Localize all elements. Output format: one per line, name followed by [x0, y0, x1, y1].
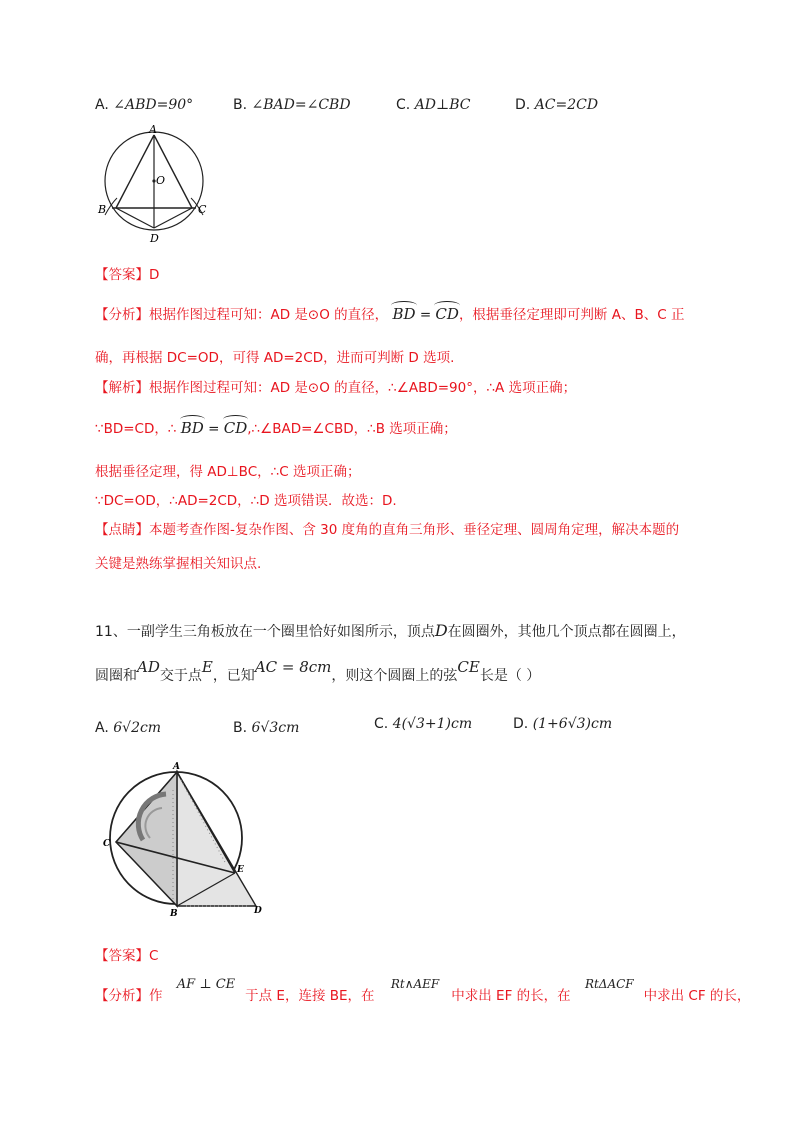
q10-solution-line2: ∵BD=CD，∴ BD = CD,∴∠BAD=∠CBD，∴B 选项正确； — [95, 419, 457, 437]
arc-cd: CD — [435, 305, 459, 323]
q10-label-c: C — [198, 203, 207, 216]
q11-label-c: C — [103, 839, 111, 849]
q10-analysis-line1: 【分析】根据作图过程可知：AD 是⊙O 的直径， BD = CD，根据垂径定理即可判断 A、B、C 正 — [95, 305, 685, 323]
q11-analysis-line1: 【分析】作 AF ⊥ CE于点 E，连接 BE，在 Rt∧AEF中求出 EF 的长，在 RtΔACF中求出 CF 的长， — [95, 977, 751, 1004]
q10-comment-line2: 关键是熟练掌握相关知识点. — [95, 556, 262, 572]
q11-label-d: D — [254, 906, 262, 916]
q10-option-d: D. AC=2CD — [515, 97, 599, 113]
q11-option-b: B. 6√3cm — [233, 720, 300, 736]
q10-comment-line1: 【点睛】本题考查作图-复杂作图、含 30 度角的直角三角形、垂径定理、圆周角定理，解决本题的 — [95, 522, 680, 538]
q11-option-a: A. 6√2cm — [95, 720, 162, 736]
q11-answer: 【答案】C — [95, 948, 159, 964]
q10-label-b: B — [98, 203, 107, 216]
q10-option-c: C. AD⊥BC — [396, 97, 471, 113]
arc-cd-2: CD — [223, 419, 248, 437]
arc-bd: BD — [392, 305, 416, 323]
q10-solution-line4: ∵DC=OD，∴AD=2CD，∴D 选项错误．故选：D. — [95, 493, 397, 509]
q11-option-d: D. (1+6√3)cm — [513, 716, 613, 732]
q11-label-a: A — [173, 762, 180, 772]
q10-label-a: A — [149, 123, 157, 136]
q11-stem-line2: 圆圈和AD交于点E，已知AC = 8cm，则这个圆圈上的弦CE长是（ ） — [95, 658, 541, 684]
q10-label-d: D — [150, 232, 159, 245]
q10-answer: 【答案】D — [95, 267, 160, 283]
q11-triangle-figure — [98, 760, 268, 918]
q10-option-b: B. ∠BAD=∠CBD — [233, 97, 351, 113]
q11-label-b: B — [170, 909, 178, 918]
q10-option-a: A. ∠ABD=90° — [95, 97, 194, 113]
q10-label-o: O — [156, 174, 166, 187]
q10-analysis-line2: 确，再根据 DC=OD，可得 AD=2CD，进而可判断 D 选项. — [95, 350, 455, 366]
q11-stem-line1: 11、一副学生三角板放在一个圈里恰好如图所示，顶点D在圆圈外，其他几个顶点都在圆圈上， — [95, 621, 686, 640]
q10-solution-line1: 【解析】根据作图过程可知：AD 是⊙O 的直径，∴∠ABD=90°，∴A 选项正确； — [95, 380, 577, 396]
q11-label-e: E — [237, 865, 244, 875]
q10-solution-line3: 根据垂径定理，得 AD⊥BC，∴C 选项正确； — [95, 464, 361, 480]
q11-option-c: C. 4(√3+1)cm — [374, 716, 473, 732]
arc-bd-2: BD — [180, 419, 204, 437]
q10-circle-figure — [95, 120, 220, 250]
